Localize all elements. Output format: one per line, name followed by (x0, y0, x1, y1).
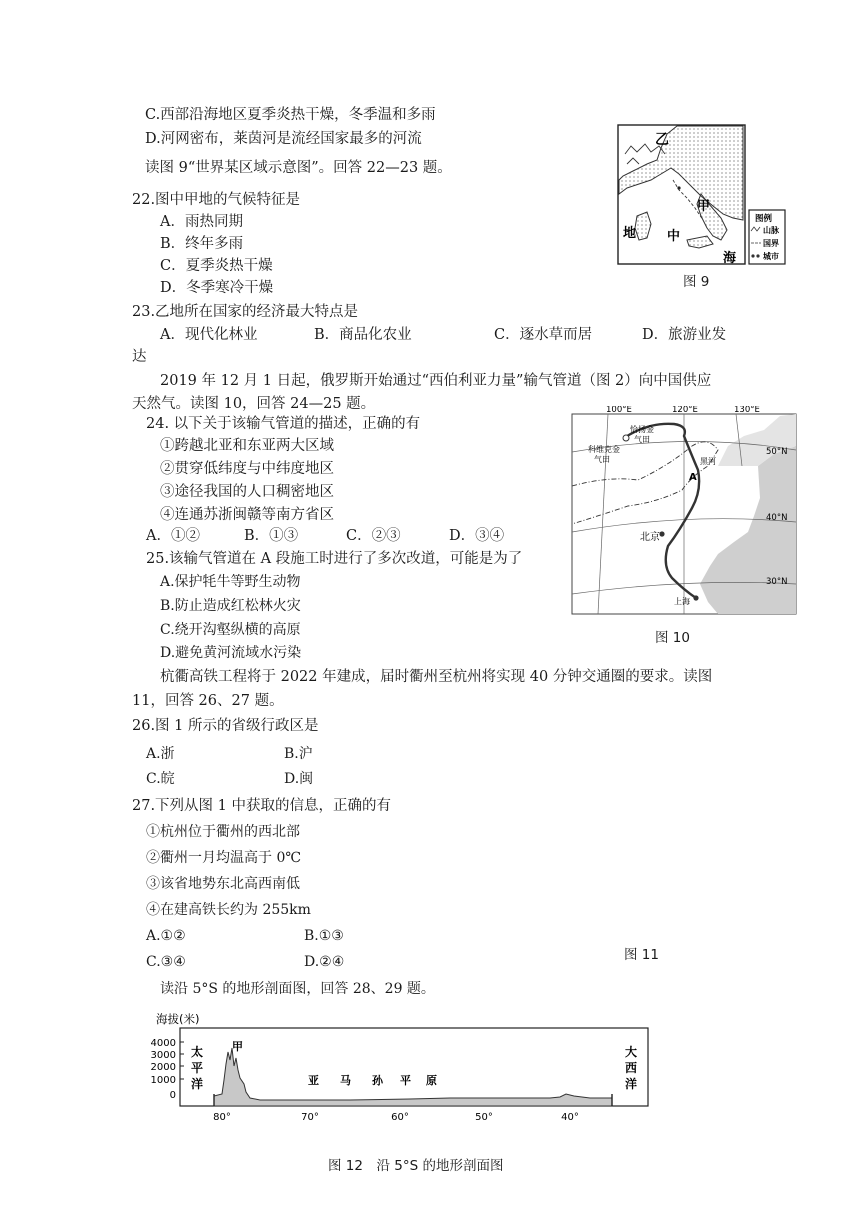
amazon-label: 孙 (372, 1074, 383, 1087)
figure-10-caption: 图 10 (655, 630, 690, 646)
city-label: 黑河 (700, 457, 716, 466)
lon-label: 120°E (672, 406, 698, 415)
legend-city: 城市 (763, 252, 779, 261)
statement-text: ④在建高铁长约为 255km (146, 902, 311, 918)
lat-label: 30°N (766, 577, 788, 587)
option-text-cont: 达 (132, 349, 147, 365)
statement-text: ①杭州位于衢州的西北部 (146, 824, 300, 840)
option-text: D．③④ (449, 528, 505, 544)
y-tick-label: 4000 (150, 1038, 176, 1049)
option-text: D.闽 (284, 771, 314, 787)
pacific-label: 太 (191, 1045, 204, 1059)
question-25: 25.该输气管道在 A 段施工时进行了多次改道，可能是为了 (146, 551, 523, 567)
lat-label: 50°N (766, 447, 788, 457)
option-text: D．冬季寒冷干燥 (160, 280, 274, 296)
city-label: 上海 (674, 597, 690, 606)
instruction-text: 天然气。读图 10，回答 24—25 题。 (132, 396, 376, 412)
option-text: A．①② (146, 528, 200, 544)
label-jia: 甲 (697, 199, 711, 214)
option-text: C．夏季炎热干燥 (160, 258, 273, 274)
option-text: B.防止造成红松林火灾 (160, 598, 301, 614)
label-yi: 乙 (655, 132, 669, 148)
option-text: C．②③ (346, 528, 401, 544)
pacific-label: 洋 (191, 1077, 204, 1091)
option-text: D.②④ (304, 954, 345, 970)
figure-9-map (617, 124, 787, 266)
gas-field-label: 气田 (594, 455, 610, 464)
figure-12-caption: 图 12 沿 5°S 的地形剖面图 (328, 1158, 504, 1174)
legend-title: 图例 (755, 214, 773, 224)
statement-text: ③途径我国的人口稠密地区 (160, 484, 334, 500)
city-symbol-icon (751, 254, 754, 257)
amazon-label: 平 (400, 1074, 411, 1087)
option-text: A.浙 (146, 746, 175, 762)
x-tick-label: 50° (475, 1112, 493, 1120)
statement-text: ②贯穿低纬度与中纬度地区 (160, 461, 334, 477)
y-tick-label: 3000 (150, 1050, 176, 1061)
gas-field-label: 恰扬金 (630, 425, 654, 434)
statement-text: ②衢州一月均温高于 0℃ (146, 850, 302, 866)
question-24: 24. 以下关于该输气管道的描述，正确的有 (146, 416, 421, 432)
figure-11-caption: 图 11 (624, 947, 659, 963)
statement-text: ①跨越北亚和东亚两大区域 (160, 438, 334, 454)
label-di: 地 (623, 226, 637, 241)
gas-field-label: 气田 (634, 435, 650, 444)
question-22: 22.图中甲地的气候特征是 (132, 192, 301, 208)
lat-label: 40°N (766, 513, 788, 523)
label-hai: 海 (723, 251, 737, 266)
terrain-profile (214, 1048, 612, 1106)
legend-mountain: 山脉 (763, 226, 779, 235)
jia-label: 甲 (232, 1040, 243, 1053)
atlantic-label: 大 (625, 1045, 638, 1059)
option-text: D.避免黄河流域水污染 (160, 645, 302, 661)
y-tick-label: 0 (169, 1090, 176, 1101)
option-text: D.河网密布，莱茵河是流经国家最多的河流 (145, 131, 422, 147)
y-tick-label: 1000 (150, 1075, 176, 1086)
y-axis-label: 海拔(米) (156, 1012, 200, 1026)
question-27: 27.下列从图 1 中获取的信息，正确的有 (132, 798, 392, 814)
amazon-label: 马 (340, 1074, 351, 1087)
atlantic-label: 洋 (625, 1077, 638, 1091)
amazon-label: 原 (426, 1074, 437, 1087)
option-text: A.保护牦牛等野生动物 (160, 574, 301, 590)
instruction-text: 11，回答 26、27 题。 (132, 693, 284, 709)
option-text: A．雨热同期 (160, 214, 243, 230)
option-text: B．商品化农业 (314, 327, 412, 343)
option-text: A．现代化林业 (160, 327, 258, 343)
instruction-text: 读沿 5°S 的地形剖面图，回答 28、29 题。 (160, 981, 435, 997)
option-text: D．旅游业发 (642, 327, 727, 343)
option-text: B．①③ (244, 528, 299, 544)
option-text: B．终年多雨 (160, 236, 244, 252)
lon-label: 130°E (734, 406, 760, 415)
x-tick-label: 60° (391, 1112, 409, 1120)
option-text: B.沪 (284, 746, 313, 762)
gas-field-label: 科维克金 (588, 445, 620, 454)
x-tick-label: 80° (213, 1112, 231, 1120)
statement-text: ③该省地势东北高西南低 (146, 876, 300, 892)
option-text: C.绕开沟壑纵横的高原 (160, 622, 301, 638)
x-tick-label: 70° (301, 1112, 319, 1120)
instruction-text: 读图 9“世界某区域示意图”。回答 22—23 题。 (145, 160, 452, 176)
option-text: C．逐水草而居 (494, 327, 593, 343)
option-text: C.西部沿海地区夏季炎热干燥，冬季温和多雨 (145, 107, 436, 123)
instruction-text: 2019 年 12 月 1 日起，俄罗斯开始通过“西伯利亚力量”输气管道（图 2）向中国供应 (160, 373, 712, 389)
instruction-text: 杭衢高铁工程将于 2022 年建成，届时衢州至杭州将实现 40 分钟交通圈的要求。读图 (160, 669, 713, 685)
city-dot (677, 186, 680, 189)
x-tick-label: 40° (561, 1112, 579, 1120)
option-text: A.①② (146, 928, 186, 944)
statement-text: ④连通苏浙闽赣等南方省区 (160, 507, 334, 523)
figure-10-map (568, 406, 800, 618)
question-23: 23.乙地所在国家的经济最大特点是 (132, 304, 359, 320)
option-text: B.①③ (304, 928, 344, 944)
option-text: C.③④ (146, 954, 186, 970)
y-tick-label: 2000 (150, 1062, 176, 1073)
figure-12-profile (150, 1008, 660, 1120)
legend-border: 国界 (763, 239, 779, 248)
atlantic-label: 西 (625, 1061, 638, 1075)
option-text: C.皖 (146, 771, 175, 787)
question-26: 26.图 1 所示的省级行政区是 (132, 718, 319, 734)
plot-frame (180, 1028, 648, 1106)
segment-a-label: A (689, 472, 697, 483)
city-dot (693, 595, 698, 600)
gas-field-icon (623, 435, 629, 441)
lon-label: 100°E (606, 406, 632, 415)
city-label: 北京 (640, 532, 660, 543)
pacific-label: 平 (191, 1061, 204, 1075)
city-dot (659, 531, 664, 536)
label-zhong: 中 (667, 229, 681, 244)
amazon-label: 亚 (308, 1074, 319, 1087)
figure-9-caption: 图 9 (683, 274, 710, 290)
